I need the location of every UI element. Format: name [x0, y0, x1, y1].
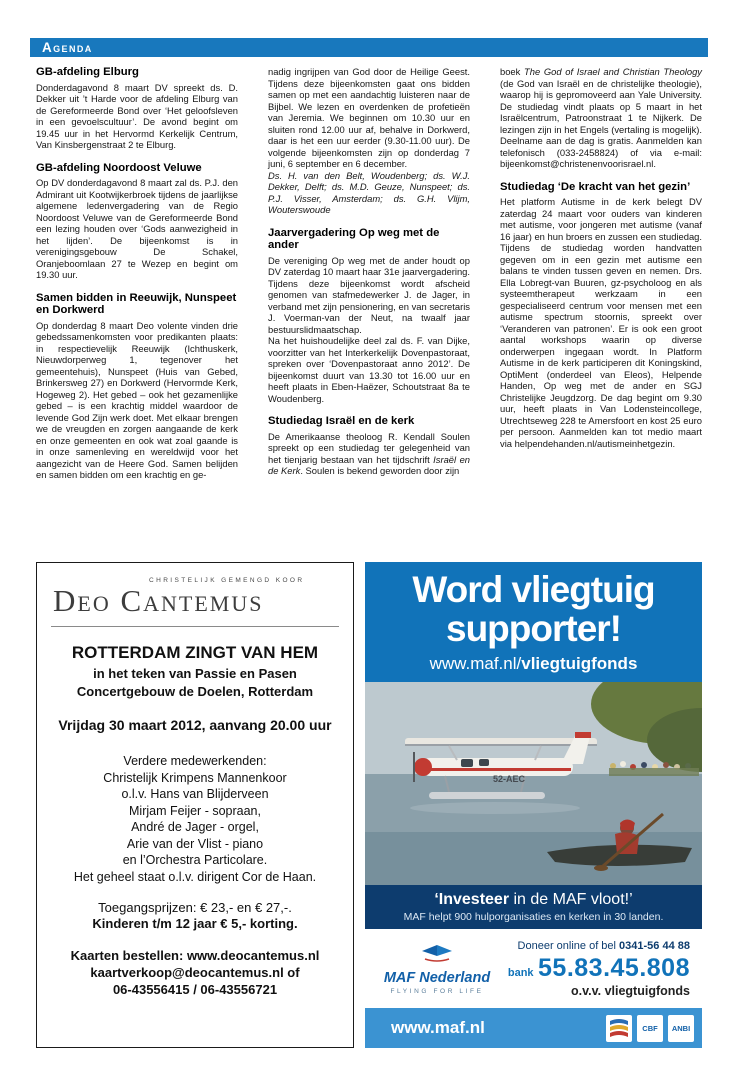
book-title-italic: The God of Israel and Christian Theology — [524, 66, 702, 77]
article-title: GB-afdeling Noordoost Veluwe — [36, 161, 202, 174]
maf-logo-name: MAF Nederland — [383, 969, 491, 986]
performer: en l’Orchestra Particolare. — [122, 853, 268, 867]
seaplane-scene-illustration — [365, 682, 702, 885]
paragraph-text: (de God van Israël en de christelijke theologie), waarop hij is gepromoveerd aan Yale University. De studiedag vindt plaats op 5 maart in het Israëlcentrum, Patroonstraat 1 te Nijkerk. De lezingen zijn in het Engels (vertaling is mogelijk). Deelname aan de dag is gratis. Aanmelden kan telefonisch (033-2458824) of via e-mail: bijeenkomst@christenenvoorisrael.nl. — [500, 77, 702, 169]
column-2 — [268, 66, 470, 481]
article — [268, 415, 470, 477]
maf-headline-line1: Word vliegtuig — [412, 569, 655, 610]
article-paragraph-continuation — [500, 66, 702, 170]
slogan-rest: in de MAF vloot!’ — [509, 891, 633, 908]
section-header-bar — [30, 38, 708, 57]
choir-name: Deo Cantemus — [53, 583, 264, 618]
maf-headline — [365, 562, 702, 648]
article-columns — [36, 66, 702, 481]
performer: Christelijk Krimpens Mannenkoor — [103, 770, 287, 785]
children-discount: Kinderen t/m 12 jaar € 5,- korting. — [92, 916, 298, 931]
bank-account — [501, 954, 690, 983]
concert-venue: Concertgebouw de Doelen, Rotterdam — [76, 684, 314, 699]
maf-headline-line2: supporter! — [446, 608, 621, 649]
performer: Mirjam Feijer - sopraan, — [129, 803, 261, 818]
order-email: kaartverkoop@deocantemus.nl of — [90, 965, 300, 980]
order-phones: 06-43556415 / 06-43556721 — [112, 982, 278, 997]
article — [36, 66, 238, 151]
maf-book-icon — [419, 943, 455, 963]
maf-campaign-url — [365, 654, 702, 674]
paragraph-text: De Amerikaanse theoloog R. Kendall Soulen spreekt op een studiedag ter gelegenheid van het tienjarig bestaan van het tijdschrift — [268, 430, 470, 465]
maf-slogan-band — [365, 885, 702, 929]
ticket-prices: Toegangsprijzen: € 23,- en € 27,-. — [98, 900, 292, 915]
article-title: Studiedag Israël en de kerk — [268, 415, 415, 428]
article — [36, 162, 238, 281]
article-paragraph: Na het huishoudelijke deel zal ds. F. van Dijke, voorzitter van het Interkerkelijk Dovenpastoraat, spreken over ‘Dovenpastoraat anno 2012’. De bijeenkomst duurt van 13.30 tot 16.00 uur en heeft plaats in Eben-Haëzer, Schoutstraat 8a te Woudenberg. — [268, 335, 470, 404]
article-title: GB-afdeling Elburg — [36, 66, 139, 78]
performers-intro: Verdere medewerkenden: — [123, 754, 267, 768]
article-title: Samen bidden in Reeuwijk, Nunspeet en Dorkwerd — [36, 291, 237, 317]
article-paragraph: Donderdagavond 8 maart DV spreekt ds. D. Dekker uit ’t Harde voor de afdeling Elburg van de Gereformeerde Bond over ‘Het geloofsleven in een gevoelscultuur’. De avond begint om 19.45 uur in het Hervormd Kerkelijk Centrum, Van Kinsbergenstraat 2 te Elburg. — [36, 81, 238, 151]
maf-logo-tagline: FLYING FOR LIFE — [390, 987, 484, 995]
journal-title-italic: Israël en de Kerk — [268, 453, 470, 477]
speakers-list: Ds. H. van den Belt, Woudenberg; ds. W.J. Dekker, Delft; ds. M.D. Geuze, Nunspeet; ds. P.J. Visser, Amsterdam; ds. G.H. Vlijm, Wouterswoude — [268, 169, 470, 215]
order-info — [37, 947, 353, 998]
order-website: Kaarten bestellen: www.deocantemus.nl — [70, 948, 320, 963]
maf-donation-panel — [365, 929, 702, 1008]
bank-label: bank — [507, 966, 534, 979]
concert-title: ROTTERDAM ZINGT VAN HEM — [71, 643, 319, 662]
article-title: Jaarvergadering Op weg met de ander — [268, 226, 440, 252]
url-prefix: www.maf.nl/ — [429, 654, 522, 673]
article-title: Studiedag ‘De kracht van het gezin’ — [500, 180, 691, 193]
performer: Arie van der Vlist - piano — [126, 836, 264, 851]
article-paragraph: Op DV donderdagavond 8 maart zal ds. P.J. den Admirant uit Kootwijkerbroek tijdens de jaarlijkse algemene ledenvergadering van de Regio Noordoost Veluwe van de Gereformeerde Bond een lezing houden over ‘Gods aanwezigheid in het lijden’. De bijeenkomst is in verenigingsgebouw De Schakel, Oranjeboomlaan 27 te Wezep en begint om 19.30 uur. — [36, 177, 238, 281]
concert-subtitle: in het teken van Passie en Pasen — [93, 666, 297, 681]
divider — [51, 626, 339, 627]
article — [500, 181, 702, 450]
article — [36, 292, 238, 481]
article-paragraph-continuation: nadig ingrijpen van God door de Heilige Geest. Tijdens deze bijeenkomsten gaat ons bidden samen op met een aandachtig luisteren naar de Bijbel. We lezen en overdenken de profetieën van Jeremia. We beginnen om 10.30 uur en sluiten rond 12.00 uur af, behalve in Dorkwerd, daar is het een uur eerder (9.30-11.00 uur). De volgende bijeenkomsten zijn op donderdag 7 juni, 6 september en 6 december. — [268, 66, 470, 169]
article-paragraph: Op donderdag 8 maart Deo volente vinden drie gebedssamenkomsten voor predikanten plaats: in respectievelijk Reeuwijk (Ichthuskerk, Nieuwdorperweg 1, tegenover het gemeentehuis), Nunspeet (Huis van Gebed, Brinkersweg 27) en Dorkwerd (Hervormde Kerk, Hogeweg 2). Het gebed – ook het gezamenlijke gebed – is een krachtig middel waardoor de levende God Zijn werk doet. Met elkaar brengen we de vreugden en zorgen aangaande de kerk en onze gemeenten en ook wat zoal gaande is in onze samenleving en wereldwijd voor het aangezicht van de Heere God. Samen belijden en samen bidden om een krachtig en ge- — [36, 319, 238, 481]
column-1 — [36, 66, 238, 481]
maf-website-url: www.maf.nl — [391, 1018, 485, 1037]
article-paragraph: De vereniging Op weg met de ander houdt op DV zaterdag 10 maart haar 31e jaarvergadering. Tijdens deze bijeenkomst wordt afscheid genomen van stafmedewerker J. de Jager, in verband met zijn pensionering, en van secretaris J. Voerman-van der Neut, na twaalf jaar bestuurslidmaatschap. — [268, 254, 470, 335]
article-paragraph — [268, 431, 470, 477]
deo-cantemus-logo — [37, 563, 353, 618]
maf-footer-bar — [365, 1008, 702, 1048]
plane-registration: 52-AEC — [493, 774, 526, 784]
slogan-bold: ‘Investeer — [434, 891, 510, 908]
paragraph-text: . Soulen is bekend geworden door zijn — [300, 465, 460, 477]
conductor-line: Het geheel staat o.l.v. dirigent Cor de Haan. — [73, 869, 317, 884]
donate-phone: 0341-56 44 88 — [619, 939, 690, 952]
payment-reference: o.v.v. vliegtuigfonds — [571, 983, 690, 998]
ad-maf — [365, 562, 702, 1048]
donate-label: Doneer online of bel — [517, 939, 620, 952]
performer: o.l.v. Hans van Blijderveen — [121, 787, 269, 801]
ad-deo-cantemus — [36, 562, 354, 1048]
choir-type-label: CHRISTELIJK GEMENGD KOOR — [149, 577, 305, 584]
seaplane-photo — [365, 682, 702, 885]
anbi-logo: ANBI — [668, 1015, 694, 1042]
article-paragraph: Het platform Autisme in de kerk belegt DV zaterdag 24 maart voor ouders van kinderen met autisme, voor jongeren met autisme (vanaf 16 jaar) en hun broers en zussen een studiedag. Tijdens de studiedag worden handvatten gegeven om in een gezin met autisme een balans te vinden tussen geven en nemen. Drs. Ella Lobregt-van Buuren, gz-psycholoog en als systeemtherapeut werkzaam in een gespecialiseerd centrum voor mensen met een autisme spectrum stoornis, spreekt over ‘Veranderen van patronen’. Er is ook een groot aantal workshops waarin op diverse onderwerpen ingegaan wordt. In Platform Autisme in de kerk participeren dit Koningskind, OptiMent (onderdeel van Eleos), Helpende Handen, Op weg met de ander en SGJ Christelijke Jeugdzorg. De dag begint om 9.30 uur, heeft plaats in Van Lodensteincollege, Utrechtseweg 228 te Amersfoort en kost 25 euro per persoon. Aanmelden kan tot medio maart via helpendehanden.nl/autismeinhetgezin. — [500, 196, 702, 449]
donation-details — [501, 940, 690, 998]
section-title: Agenda — [42, 40, 93, 55]
column-3 — [500, 66, 702, 481]
partner-logo-icon — [606, 1015, 632, 1042]
maf-statistic: MAF helpt 900 hulporganisaties en kerken in 30 landen. — [403, 911, 664, 923]
advertisements-row — [36, 562, 702, 1048]
paragraph-text: boek — [500, 66, 525, 77]
url-bold-part: vliegtuigfonds — [521, 654, 638, 673]
article — [268, 227, 470, 405]
bank-number: 55.83.45.808 — [538, 953, 690, 982]
certification-logos — [606, 1015, 694, 1042]
cbf-logo: CBF — [637, 1015, 663, 1042]
concert-date: Vrijdag 30 maart 2012, aanvang 20.00 uur — [58, 717, 332, 733]
donate-instruction — [501, 940, 690, 952]
maf-slogan — [371, 890, 696, 909]
performer: André de Jager - orgel, — [131, 820, 259, 834]
maf-logo — [373, 943, 501, 995]
